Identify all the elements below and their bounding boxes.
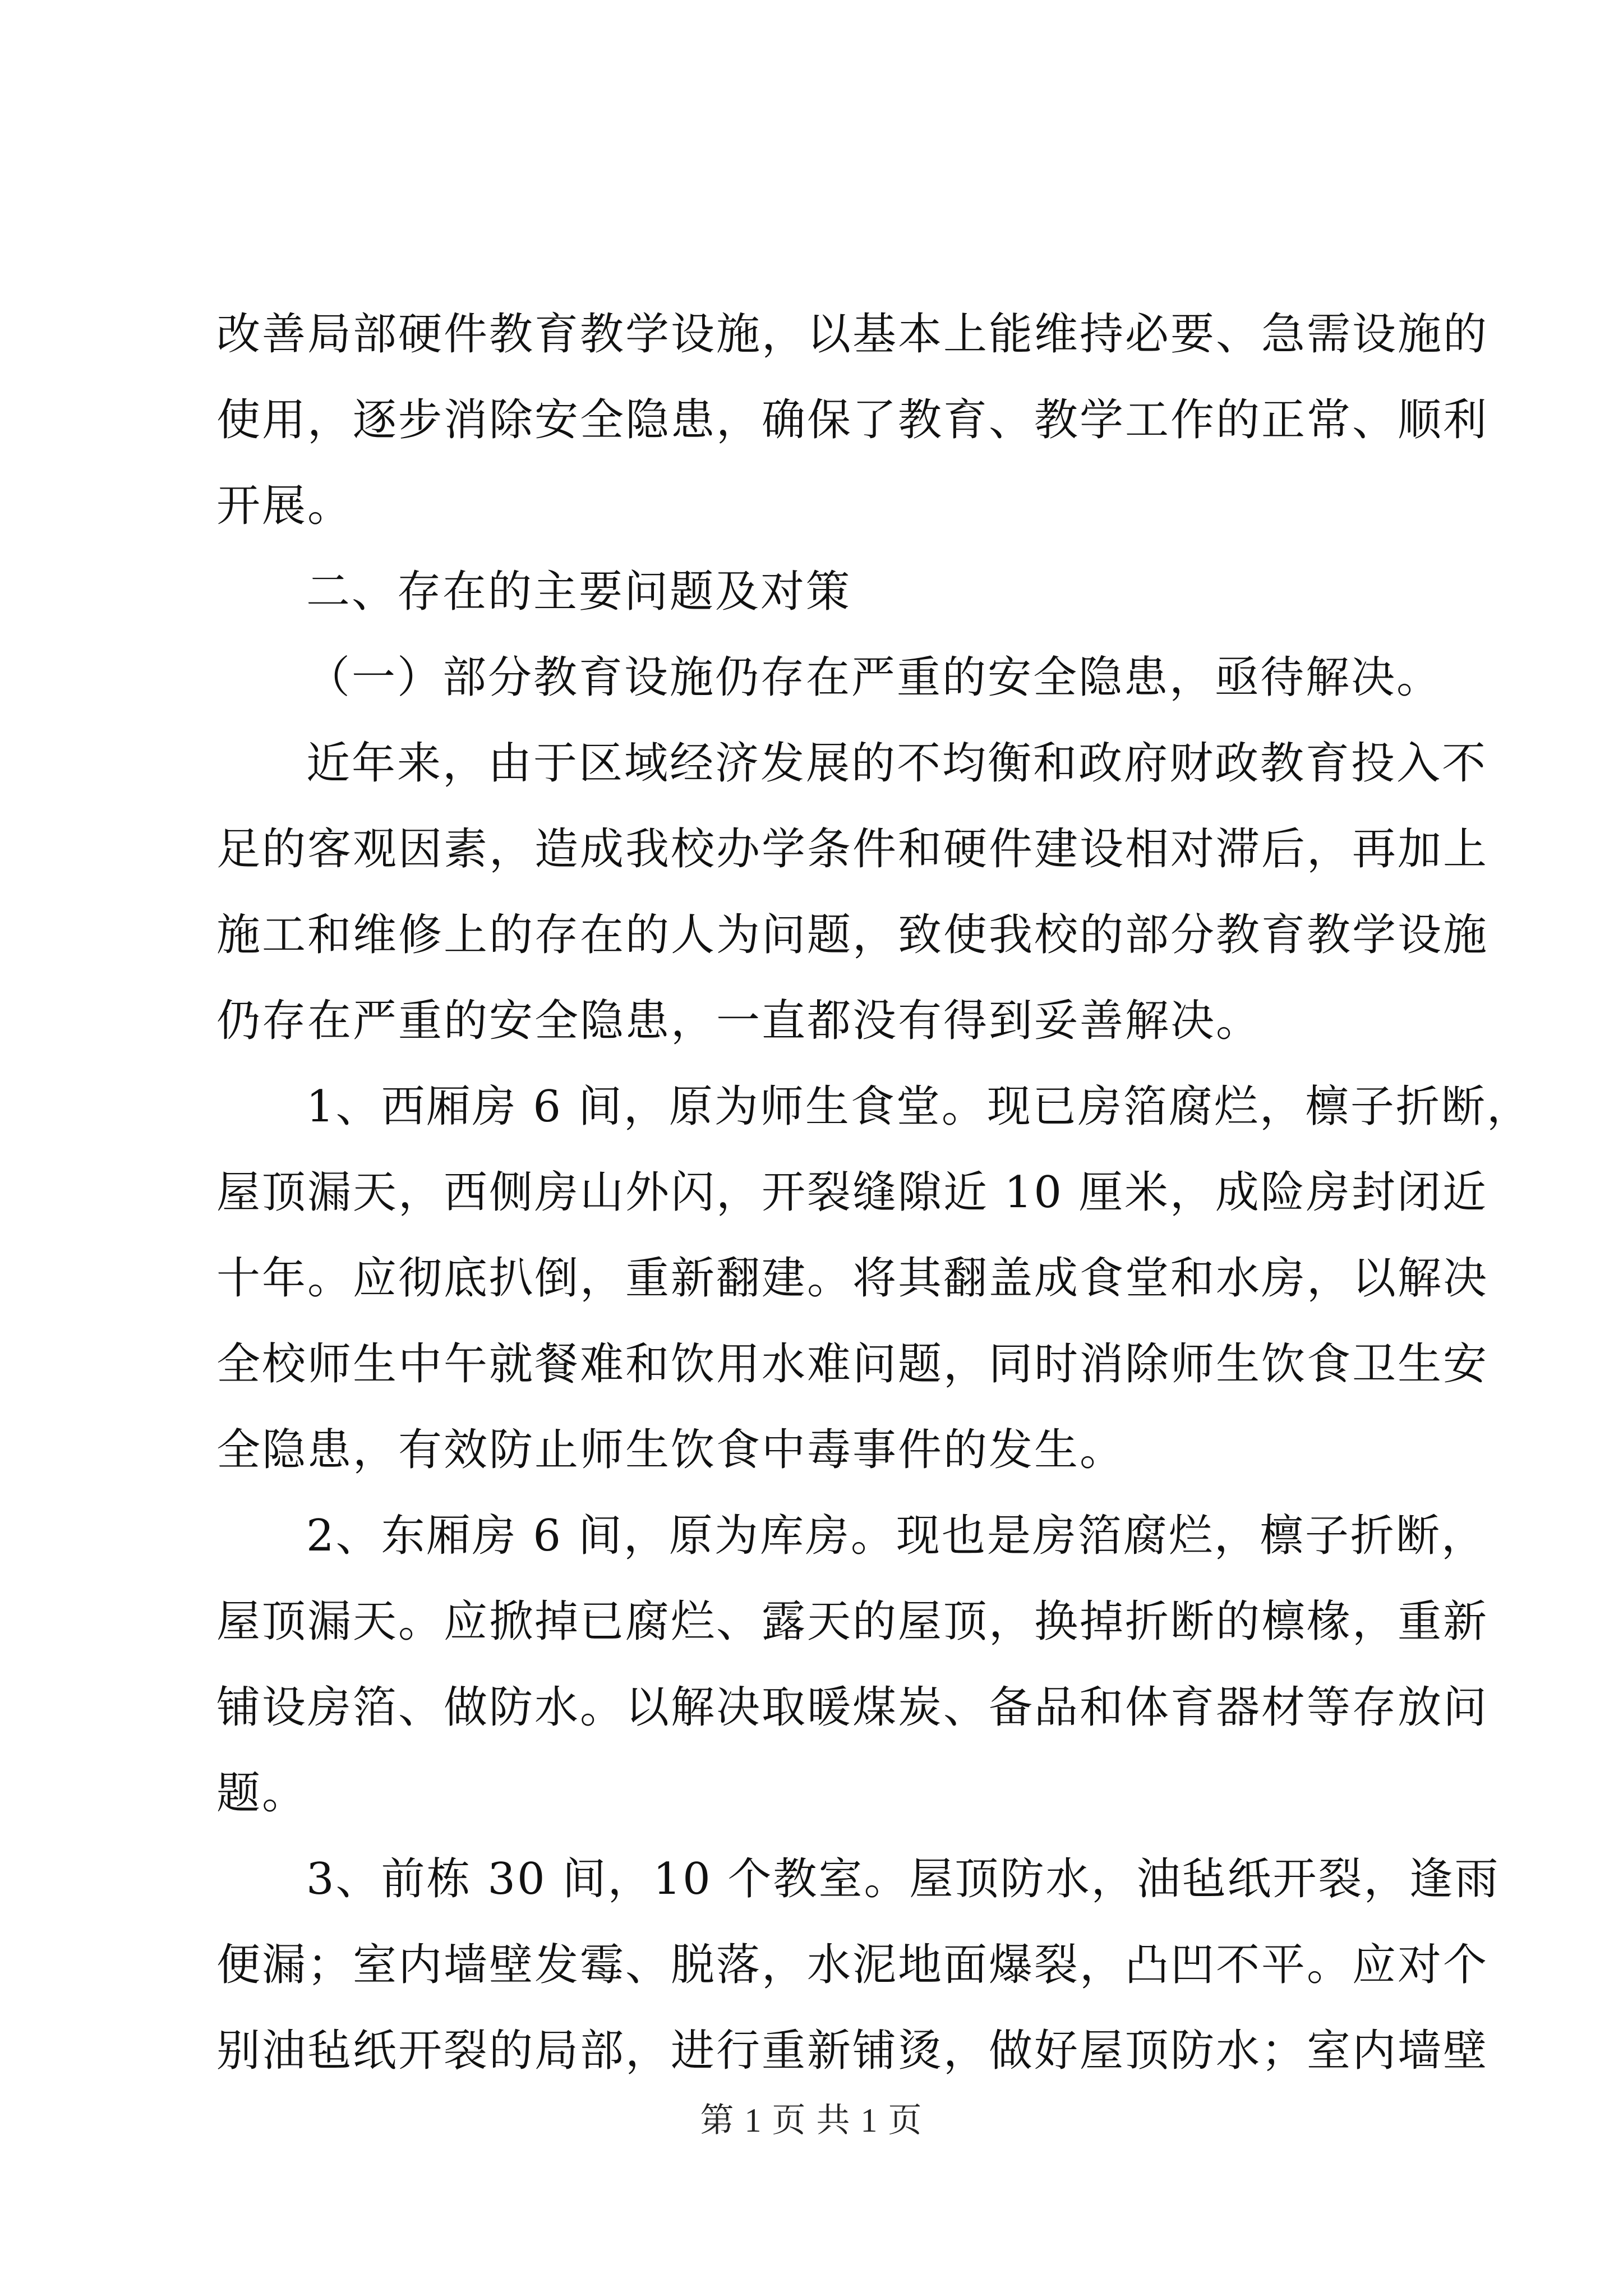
paragraph-line: 改善局部硬件教育教学设施，以基本上能维持必要、急需设施的 [216,309,1489,360]
paragraph-line: 使用，逐步消除安全隐患，确保了教育、教学工作的正常、顺利 [216,395,1489,445]
paragraph-line: 便漏；室内墙壁发霉、脱落，水泥地面爆裂，凸凹不平。应对个 [216,1940,1489,1990]
subsection-heading: （一）部分教育设施仍存在严重的安全隐患，亟待解决。 [306,652,1442,703]
paragraph-line: 铺设房箔、做防水。以解决取暖煤炭、备品和体育器材等存放问 [216,1682,1489,1733]
paragraph-line: 屋顶漏天，西侧房山外闪，开裂缝隙近 10 厘米，成险房封闭近 [216,1167,1488,1218]
paragraph-line: 近年来，由于区域经济发展的不均衡和政府财政教育投入不 [306,738,1488,789]
paragraph-line: 全隐患，有效防止师生饮食中毒事件的发生。 [216,1425,1126,1475]
paragraph-line: 别油毡纸开裂的局部，进行重新铺烫，做好屋顶防水；室内墙壁 [216,2026,1489,2076]
paragraph-line: 1、西厢房 6 间，原为师生食堂。现已房箔腐烂，檩子折断， [306,1082,1532,1132]
page-footer: 第 1 页 共 1 页 [700,2102,923,2139]
paragraph-line: 2、东厢房 6 间，原为库房。现也是房箔腐烂，檩子折断， [306,1511,1487,1561]
paragraph-line: 十年。应彻底扒倒，重新翻建。将其翻盖成食堂和水房，以解决 [216,1253,1489,1304]
paragraph-line: 施工和维修上的存在的人为问题，致使我校的部分教育教学设施 [216,910,1489,960]
paragraph-line: 3、前栋 30 间，10 个教室。屋顶防水，油毡纸开裂，逢雨 [306,1854,1500,1904]
paragraph-line: 全校师生中午就餐难和饮用水难问题，同时消除师生饮食卫生安 [216,1339,1489,1389]
paragraph-line: 屋顶漏天。应掀掉已腐烂、露天的屋顶，换掉折断的檩椽，重新 [216,1596,1489,1647]
paragraph-line: 开展。 [216,481,353,531]
document-body [216,292,1532,2094]
paragraph-line: 仍存在严重的安全隐患，一直都没有得到妥善解决。 [216,996,1262,1046]
section-heading: 二、存在的主要问题及对策 [306,567,852,617]
paragraph-line: 题。 [216,1768,308,1819]
paragraph-line: 足的客观因素，造成我校办学条件和硬件建设相对滞后，再加上 [216,824,1489,875]
